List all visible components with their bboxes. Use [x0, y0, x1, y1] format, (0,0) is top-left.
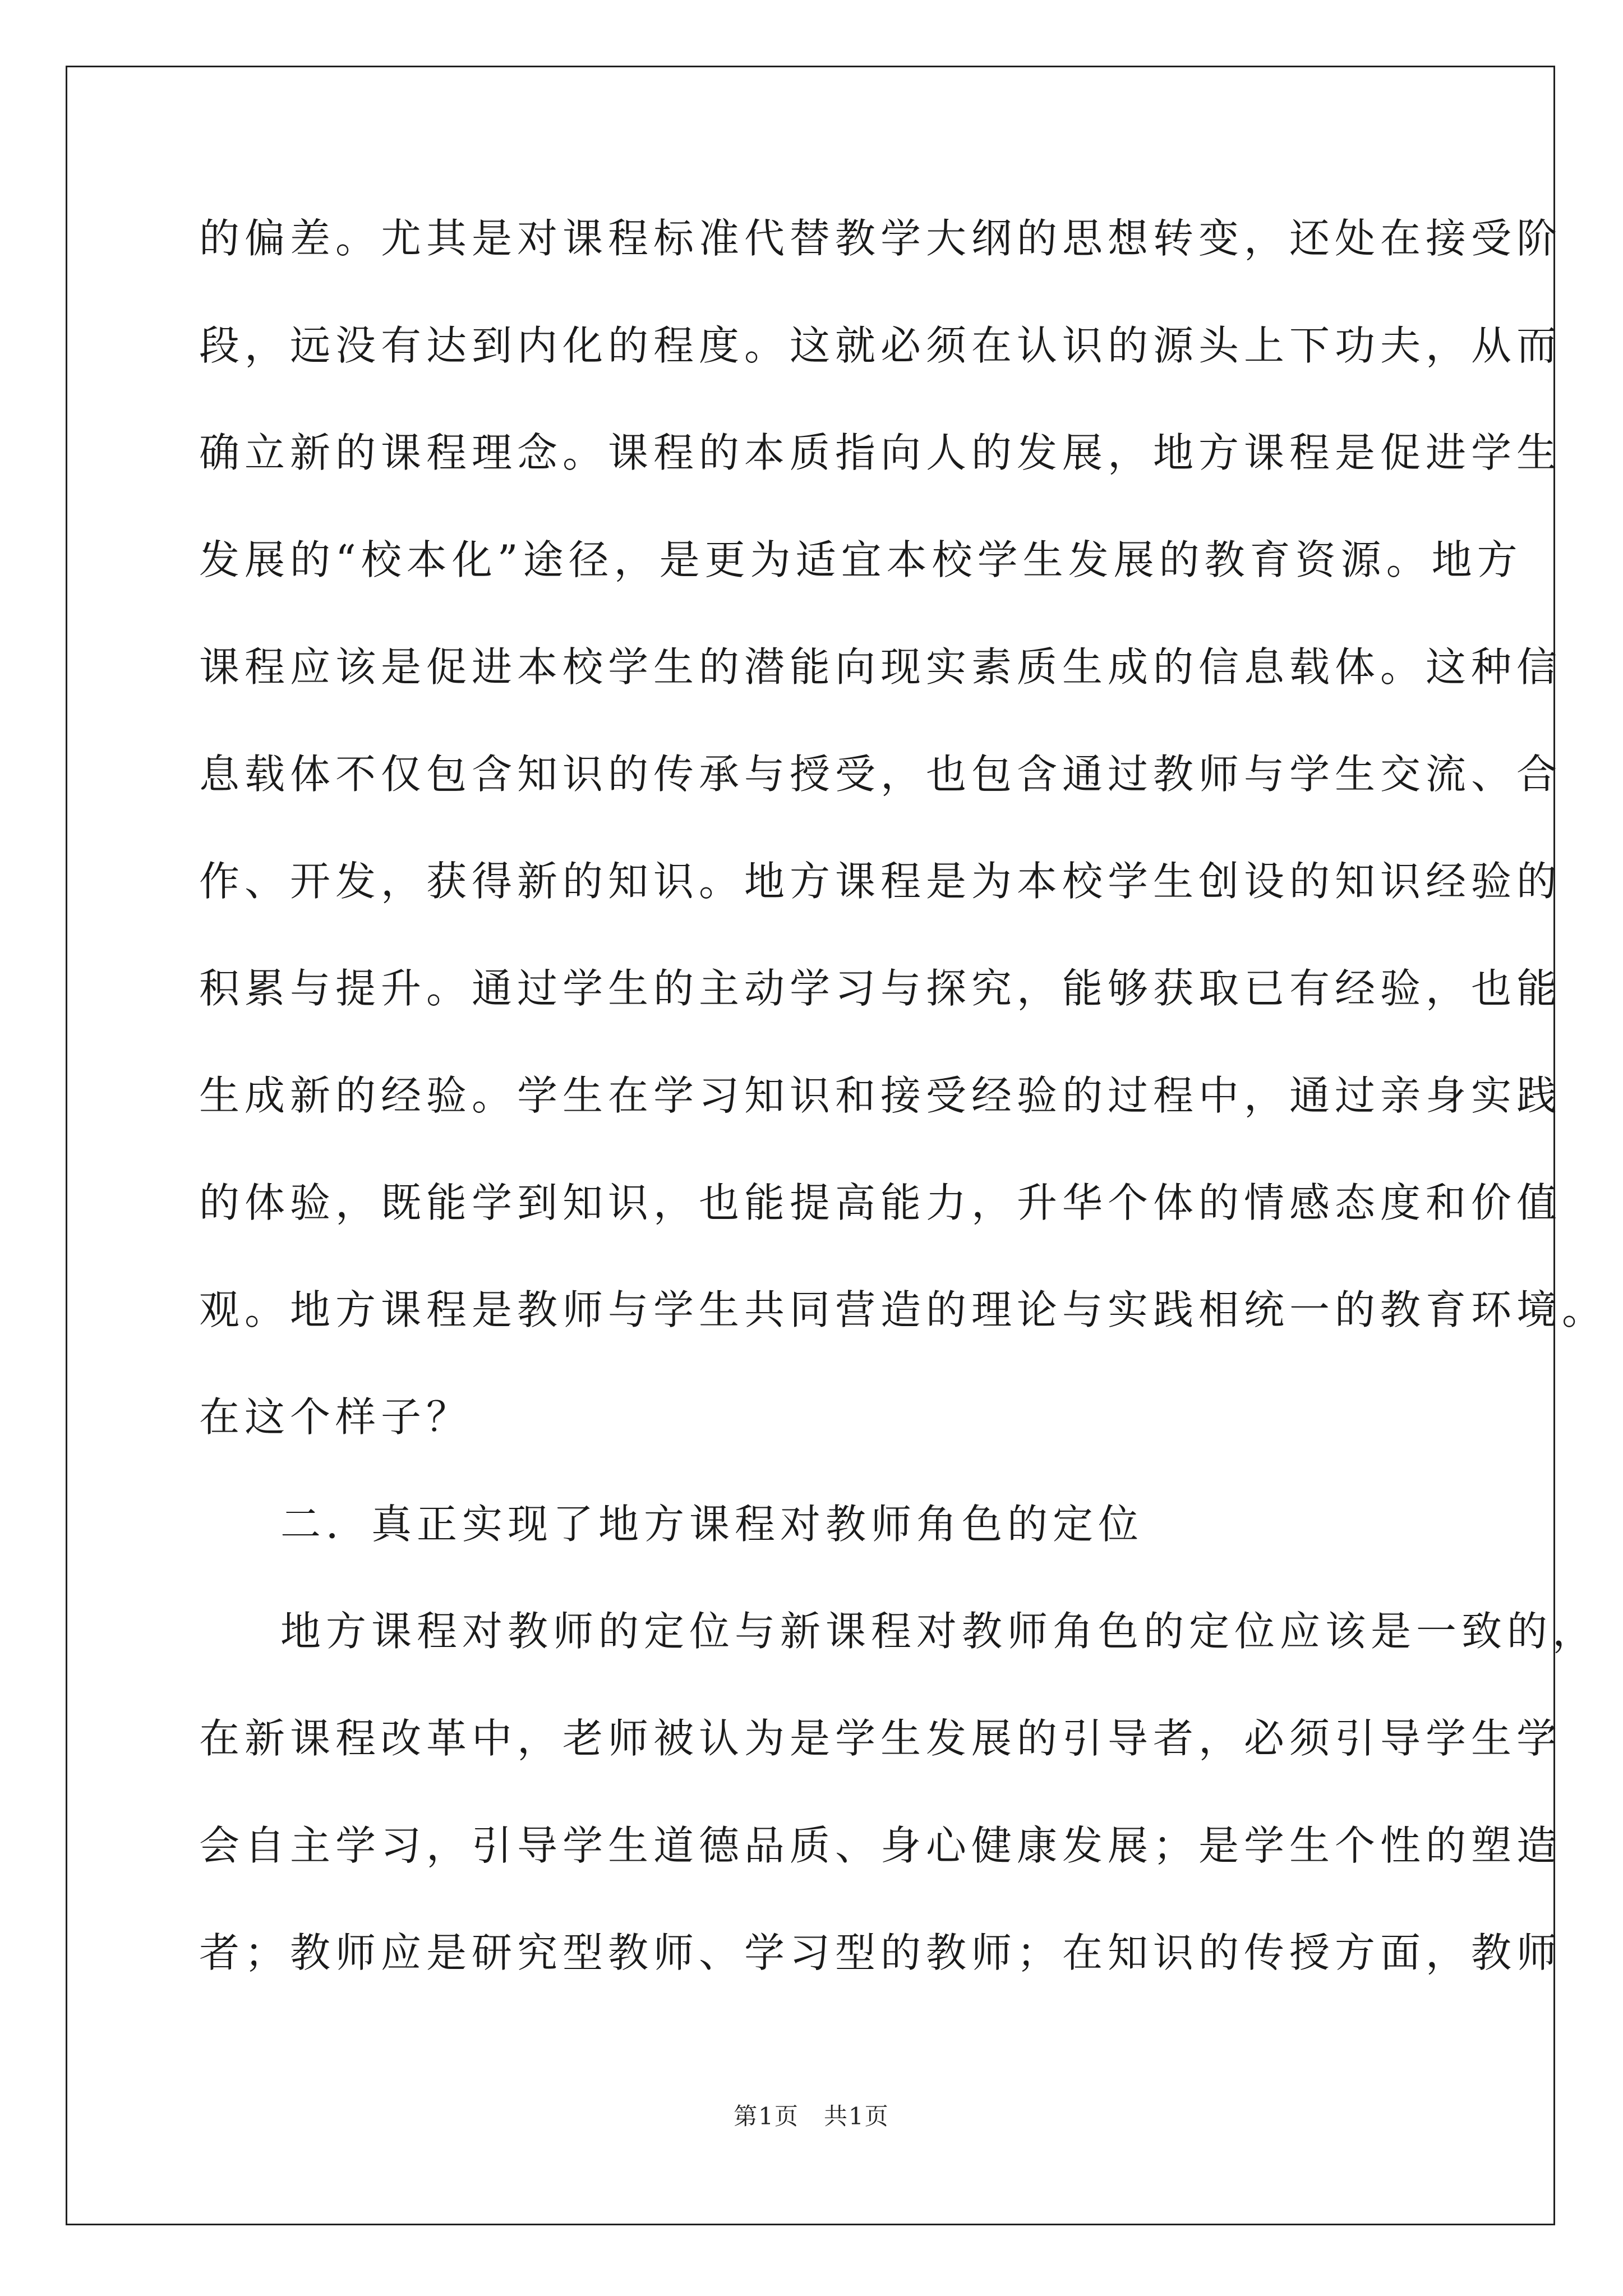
text-line: 的偏差。尤其是对课程标准代替教学大纲的思想转变，还处在接受阶: [199, 215, 1562, 262]
text-line: 地方课程对教师的定位与新课程对教师角色的定位应该是一致的，: [280, 1608, 1598, 1655]
section-heading: 二．真正实现了地方课程对教师角色的定位: [280, 1501, 1144, 1548]
text-line: 段，远没有达到内化的程度。这就必须在认识的源头上下功夫，从而: [199, 322, 1562, 369]
text-line: 的体验，既能学到知识，也能提高能力，升华个体的情感态度和价值: [199, 1179, 1562, 1226]
page-footer: [0, 2098, 1623, 2132]
document-body: [199, 210, 1608, 2032]
text-line: 确立新的课程理念。课程的本质指向人的发展，地方课程是促进学生: [199, 429, 1562, 476]
text-line: 者；教师应是研究型教师、学习型的教师；在知识的传授方面，教师: [199, 1929, 1562, 1976]
text-line: 在这个样子？: [199, 1393, 472, 1441]
text-line: 积累与提升。通过学生的主动学习与探究，能够获取已有经验，也能: [199, 965, 1562, 1012]
text-line: 生成新的经验。学生在学习知识和接受经验的过程中，通过亲身实践: [199, 1072, 1562, 1119]
text-line: 会自主学习，引导学生道德品质、身心健康发展；是学生个性的塑造: [199, 1822, 1562, 1869]
page-number: 第1页: [734, 2102, 799, 2130]
page-total: 共1页: [824, 2102, 889, 2130]
text-line: 课程应该是促进本校学生的潜能向现实素质生成的信息载体。这种信: [199, 643, 1562, 691]
text-line: 作、开发，获得新的知识。地方课程是为本校学生创设的知识经验的: [199, 858, 1562, 905]
text-line: 在新课程改革中，老师被认为是学生发展的引导者，必须引导学生学: [199, 1715, 1562, 1762]
text-line: 息载体不仅包含知识的传承与授受，也包含通过教师与学生交流、合: [199, 751, 1562, 798]
text-line: 发展的“校本化”途径，是更为适宜本校学生发展的教育资源。地方: [199, 536, 1523, 583]
text-line: 观。地方课程是教师与学生共同营造的理论与实践相统一的教育环境。: [199, 1286, 1608, 1333]
